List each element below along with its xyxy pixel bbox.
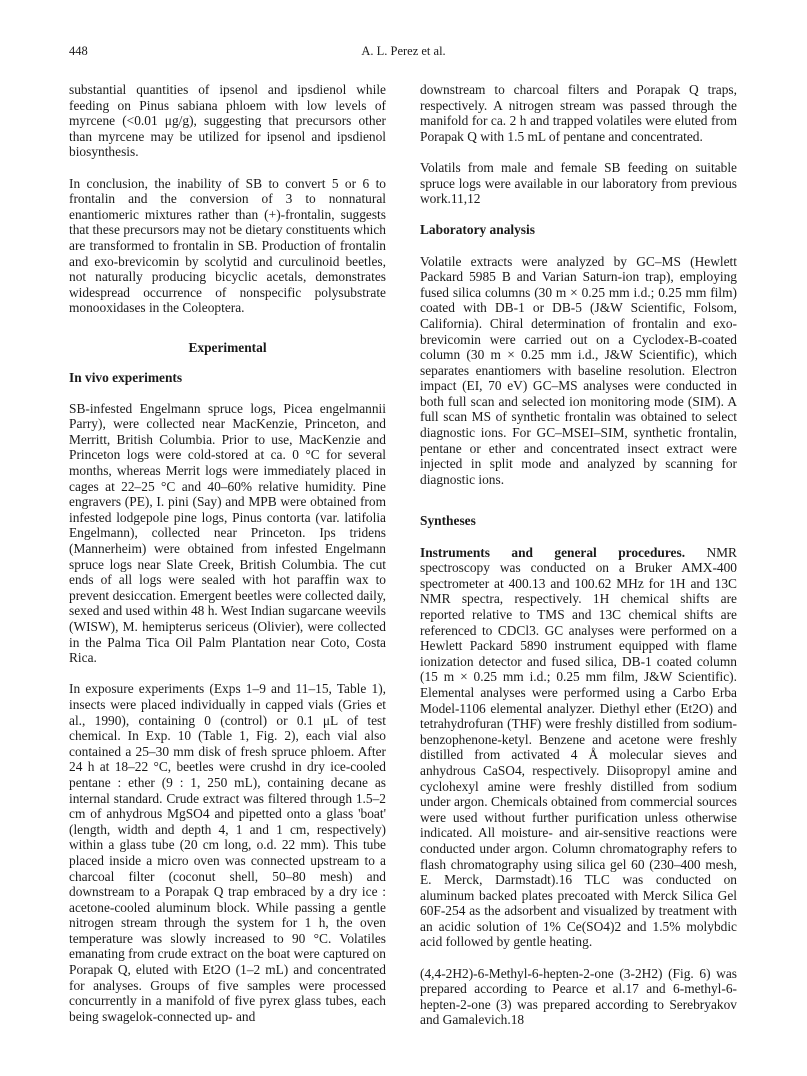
left-column [69,82,386,1040]
paragraph: (4,4-2H2)-6-Methyl-6-hepten-2-one (3-2H2) (Fig. 6) was prepared according to Pearce et al.17 and 6-methyl-6-hepten-2-one (3) was prepared according to Serebryakov and Gamalevich.18 [420,965,737,1028]
paragraph-text: NMR spectroscopy was conducted on a Bruker AMX-400 spectrometer at 400.13 and 100.62 MHz for 1H and 13C NMR spectra, respectively. 1H chemical shifts are reported relative to TMS and 13C chemical shifts are referenced to CDCl3. GC analyses were performed on a Hewlett Packard 5890 instrument equipped with flame ionization detector and fused silica, DB-1 coated column (15 m × 0.25 mm i.d.; 0.25 mm film, J&W Scientific). Elemental analyses were performed using a Carbo Erba Model-1106 elemental analyzer. Diethyl ether (Et2O) and tetrahydrofuran (THF) were freshly distilled from sodium-benzophenone-ketyl. Benzene and acetone were freshly distilled from activated 4 Å molecular sieves and anhydrous CaSO4, respectively. Diisopropyl amine and cyclohexyl amine were freshly distilled from sodium under argon. Chemicals obtained from commercial sources were used without further purification unless otherwise indicated. All moisture- and air-sensitive reactions were conducted under argon. Column chromatography refers to flash chromatography using silica gel 60 (230–400 mesh, E. Merck, Darmstadt).16 TLC was conducted on aluminum backed plates precoated with Merck Silica Gel 60F-254 as the adsorbent and visualized by treatment with an acidic solution of 1% Ce(SO4)2 and 1.5% molybdic acid followed by gentle heating. [420,544,737,950]
section-heading-experimental: Experimental [188,339,267,355]
page-number: 448 [69,44,88,58]
paragraph: In exposure experiments (Exps 1–9 and 11–15, Table 1), insects were placed individually in capped vials (Gries et al., 1990), containing 0 (control) or 0.1 μL of test chemical. In Exp. 10 (Table 1, Fig. 2), each vial also contained a 25–30 mm disk of fresh spruce phloem. After 24 h at 18–22 °C, beetles were crushd in dry ice-cooled pentane : ether (9 : 1, 250 mL), containing decane as internal standard. Crude extract was filtered through 1.5–2 cm of anhydrous MgSO4 and pipetted onto a glass 'boat' (length, width and depth 4, 1 and 1 cm, respectively) within a glass tube (20 cm long, o.d. 22 mm). This tube placed inside a micro oven was connected upstream to a charcoal filter (coconut shell, 50–80 mesh) and downstream to a Porapak Q trap embraced by a dry ice : acetone-cooled aluminum block. While passing a gentle nitrogen stream through the system for 1 h, the oven temperature was slowly increased to 90 °C. Volatiles emanating from crude extract on the boat were captured on Porapak Q, eluted with Et2O (1–2 mL) and concentrated for analyses. Groups of five samples were processed concurrently in a manifold of five pyrex glass tubes, each being swagelok-connected up- and [69,681,386,1024]
paragraph: In conclusion, the inability of SB to convert 5 or 6 to frontalin and the conversion of 3 to nonnatural enantiomeric mixtures rather than (+)-frontalin, suggests that these precursors may not be dietary constituents which are transformed to frontalin in SB. Production of frontalin and exo-brevicomin by scolytid and curculinoid beetles, not naturally producing bicyclic acetals, demonstrates widespread occurrence of nonspecific polysubstrate monooxidases in the Coleoptera. [69,175,386,316]
subsection-heading-in-vivo: In vivo experiments [69,369,183,385]
paragraph: Volatils from male and female SB feeding on suitable spruce logs were available in our laboratory from previous work.11,12 [420,159,737,207]
paragraph: Volatile extracts were analyzed by GC–MS (Hewlett Packard 5985 B and Varian Saturn-ion trap), employing fused silica columns (30 m × 0.25 mm i.d.; 0.25 mm film) coated with DB-1 or DB-5 (J&W Scientific, Folsom, California). Chiral determination of frontalin and exo-brevicomin were carried out on a Cyclodex-B-coated column (30 m × 0.25 mm i.d., J&W Scientific), which separates enantiomers with baseline resolution. Electron impact (EI, 70 eV) GC–MS analyses were conducted in both full scan and selected ion monitoring mode (SIM). A full scan MS of synthetic frontalin was obtained to select diagnostic ions. For GC–MSEI–SIM, synthetic frontalin, pentane or ether and concentrated insect extract were injected in split mode and analyzed by scanning for diagnostic ions. [420,253,737,487]
paragraph: SB-infested Engelmann spruce logs, Picea engelmannii Parry), were collected near MacKenzie, Princeton, and Merritt, British Columbia. Prior to use, MacKenzie and Princeton logs were cold-stored at ca. 0 °C for several months, whereas Merrit logs were immediately placed in cages at 22–25 °C and 40–60% relative humidity. Pine engravers (PE), I. pini (Say) and MPB were obtained from infested lodgepole pine logs, Pinus contorta (var. latifolia Engelmann), collected near Princeton. Ips tridens (Mannerheim) were obtained from infested Engelmann spruce logs near Slate Creek, British Columbia. The cut ends of all logs were sealed with hot paraffin wax to prevent desiccation. Emergent beetles were collected daily, sexed and used within 48 h. West Indian sugarcane weevils (WISW), M. hemipterus sericeus (Olivier), were collected in the Palma Tica Oil Palm Plantation near Coto, Costa Rica. [69,400,386,666]
subsection-heading-syntheses: Syntheses [420,513,476,529]
run-in-heading: Instruments and general procedures. [420,544,686,560]
subsection-heading-laboratory-analysis: Laboratory analysis [420,222,535,238]
paragraph: downstream to charcoal filters and Porapak Q traps, respectively. A nitrogen stream was passed through the manifold for ca. 2 h and trapped volatiles were eluted from Porapak Q with 1.5 mL of pentane and concentrated. [420,82,737,144]
paragraph: substantial quantities of ipsenol and ipsdienol while feeding on Pinus sabiana phloem with low levels of myrcene (<0.01 μg/g), suggesting that precursors other than myrcene may be utilized for ipsenol and ipsdienol biosynthesis. [69,82,386,160]
right-column [420,82,737,1044]
running-head: A. L. Perez et al. [361,44,446,58]
paragraph-instruments [420,545,737,950]
page-header [69,44,738,62]
